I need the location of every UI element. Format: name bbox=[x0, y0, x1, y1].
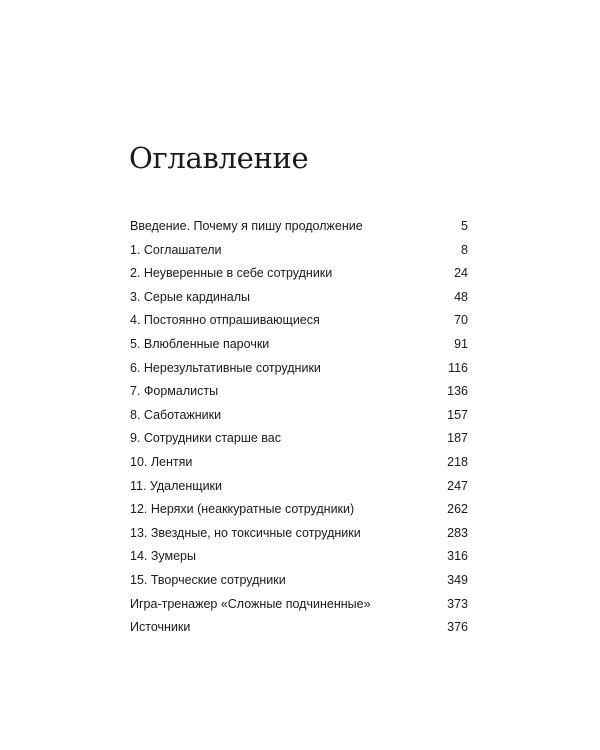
toc-entry bbox=[130, 287, 468, 311]
toc-entry-title: 11. Удаленщики bbox=[130, 478, 222, 493]
toc-entry-title: 14. Зумеры bbox=[130, 549, 196, 564]
toc-entry-page: 349 bbox=[447, 572, 468, 587]
toc-entry-title: 13. Звездные, но токсичные сотрудники bbox=[130, 525, 361, 540]
toc-entry bbox=[130, 358, 468, 382]
toc-entry bbox=[130, 546, 468, 570]
toc-entry-page: 376 bbox=[447, 620, 468, 635]
toc-entry bbox=[130, 594, 468, 618]
table-of-contents bbox=[130, 216, 468, 641]
toc-entry bbox=[130, 617, 468, 641]
toc-entry bbox=[130, 263, 468, 287]
toc-entry bbox=[130, 570, 468, 594]
toc-entry-title: 5. Влюбленные парочки bbox=[130, 336, 270, 351]
toc-entry-title: 6. Нерезультативные сотрудники bbox=[130, 360, 321, 375]
toc-entry bbox=[130, 428, 468, 452]
toc-entry bbox=[130, 240, 468, 264]
toc-entry-page: 24 bbox=[454, 266, 468, 281]
toc-entry-title: 8. Саботажники bbox=[130, 407, 222, 422]
toc-entry-page: 262 bbox=[447, 502, 468, 517]
toc-entry-title: 3. Серые кардиналы bbox=[130, 289, 251, 304]
toc-entry-page: 91 bbox=[454, 336, 468, 351]
toc-entry-title: Игра-тренажер «Сложные подчиненные» bbox=[130, 596, 371, 611]
toc-entry-page: 187 bbox=[447, 431, 468, 446]
toc-entry-page: 48 bbox=[454, 289, 468, 304]
toc-entry bbox=[130, 310, 468, 334]
toc-entry-page: 8 bbox=[461, 242, 468, 257]
toc-entry bbox=[130, 405, 468, 429]
toc-entry-page: 116 bbox=[448, 360, 468, 375]
toc-entry-page: 157 bbox=[447, 407, 468, 422]
toc-entry-title: 10. Лентяи bbox=[130, 454, 193, 469]
toc-entry-title: 7. Формалисты bbox=[130, 384, 219, 399]
toc-entry-page: 373 bbox=[447, 596, 468, 611]
toc-entry bbox=[130, 499, 468, 523]
toc-entry-page: 5 bbox=[461, 219, 468, 233]
toc-entry bbox=[130, 476, 468, 500]
page-title: Оглавление bbox=[129, 141, 309, 175]
toc-entry-page: 136 bbox=[447, 384, 468, 399]
toc-entry-page: 247 bbox=[447, 478, 468, 493]
toc-entry bbox=[130, 334, 468, 358]
toc-entry-title: 15. Творческие сотрудники bbox=[130, 572, 286, 587]
toc-entry-title: Введение. Почему я пишу продолжение bbox=[130, 219, 363, 233]
toc-entry-page: 70 bbox=[454, 313, 468, 328]
toc-entry-title: 4. Постоянно отпрашивающиеся bbox=[130, 313, 320, 328]
toc-entry-title: 12. Неряхи (неаккуратные сотрудники) bbox=[130, 502, 355, 517]
toc-entry-title: Источники bbox=[130, 620, 191, 635]
toc-entry-title: 9. Сотрудники старше вас bbox=[130, 431, 281, 446]
toc-entry-page: 316 bbox=[447, 549, 468, 564]
toc-entry-page: 283 bbox=[447, 525, 468, 540]
toc-entry bbox=[130, 452, 468, 476]
toc-entry-page: 218 bbox=[447, 454, 468, 469]
toc-entry-title: 1. Соглашатели bbox=[130, 242, 222, 257]
toc-entry bbox=[130, 216, 468, 240]
toc-entry bbox=[130, 381, 468, 405]
toc-entry-title: 2. Неуверенные в себе сотрудники bbox=[130, 266, 333, 281]
toc-entry bbox=[130, 523, 468, 547]
